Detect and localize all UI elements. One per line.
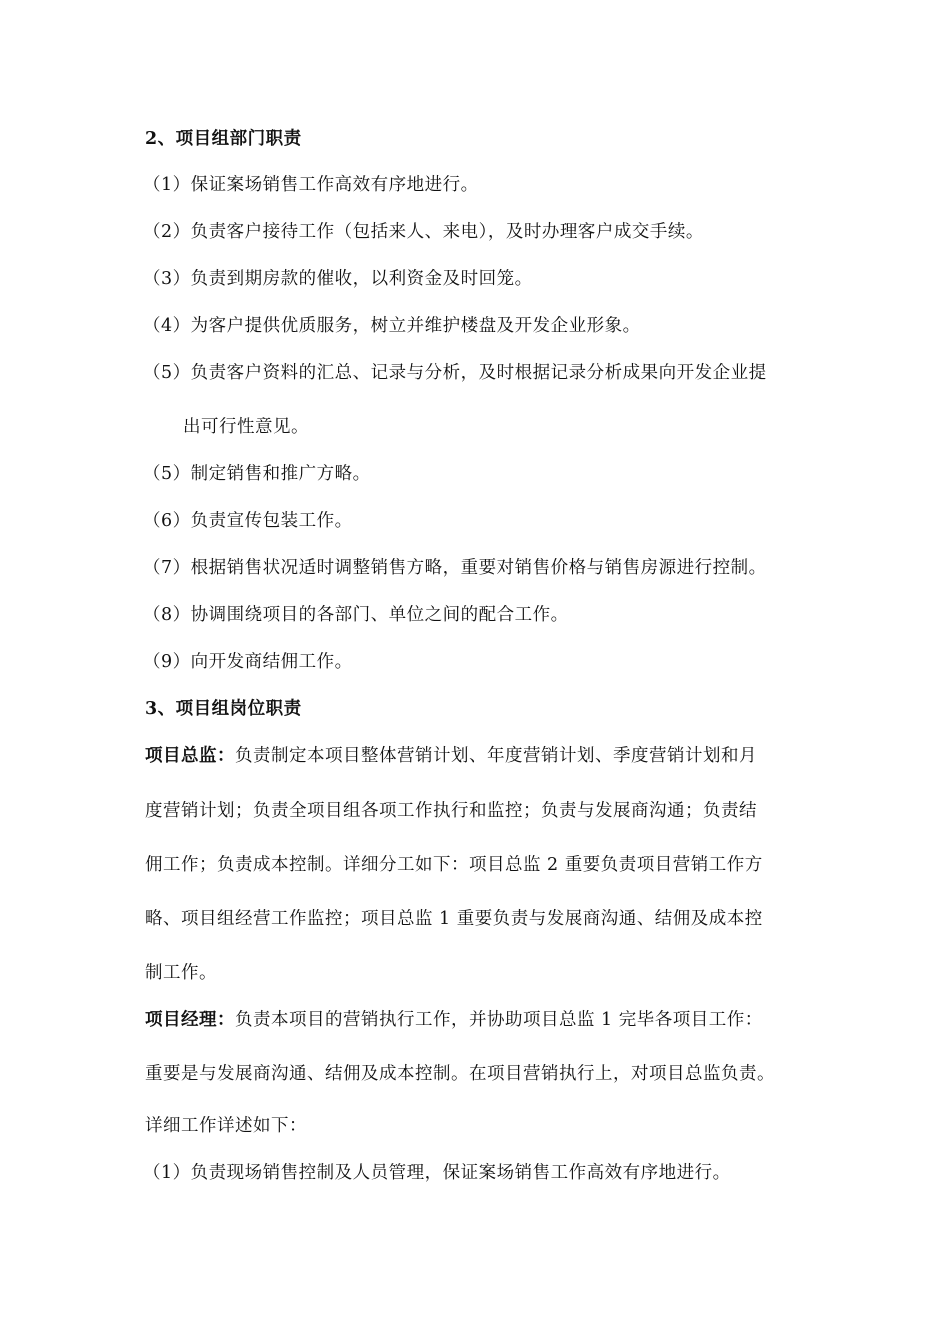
- section-2-item-6: （6）负责宣传包装工作。: [143, 511, 353, 531]
- director-line-3: 佣工作；负责成本控制。详细分工如下：项目总监 2 重要负责项目营销工作方: [145, 855, 763, 875]
- director-line-5: 制工作。: [145, 963, 217, 983]
- section-2-item-4: （4）为客户提供优质服务，树立并维护楼盘及开发企业形象。: [143, 316, 641, 336]
- manager-line-3: 详细工作详述如下：: [145, 1116, 307, 1136]
- section-2-item-5: （5）负责客户资料的汇总、记录与分析，及时根据记录分析成果向开发企业提: [143, 363, 767, 383]
- director-label: 项目总监：: [145, 746, 235, 766]
- section-2-heading: 2、项目组部门职责: [145, 129, 302, 149]
- section-2-item-5-continued: 出可行性意见。: [183, 417, 309, 437]
- manager-line-2: 重要是与发展商沟通、结佣及成本控制。在项目营销执行上，对项目总监负责。: [145, 1064, 775, 1084]
- director-line-1: [145, 744, 757, 768]
- section-2-item-2: （2）负责客户接待工作（包括来人、来电），及时办理客户成交手续。: [143, 222, 704, 242]
- section-2-item-9: （9）向开发商结佣工作。: [143, 652, 353, 672]
- director-line-4: 略、项目组经营工作监控；项目总监 1 重要负责与发展商沟通、结佣及成本控: [145, 909, 763, 929]
- director-text-1: 负责制定本项目整体营销计划、年度营销计划、季度营销计划和月: [235, 746, 757, 766]
- manager-text-1: 负责本项目的营销执行工作，并协助项目总监 1 完毕各项目工作：: [235, 1010, 763, 1030]
- director-line-2: 度营销计划；负责全项目组各项工作执行和监控；负责与发展商沟通；负责结: [145, 801, 757, 821]
- manager-line-1: [145, 1008, 763, 1032]
- section-2-item-1: （1）保证案场销售工作高效有序地进行。: [143, 175, 479, 195]
- section-2-item-8: （8）协调围绕项目的各部门、单位之间的配合工作。: [143, 605, 569, 625]
- section-3-heading: 3、项目组岗位职责: [145, 699, 302, 719]
- section-2-item-5b: （5）制定销售和推广方略。: [143, 464, 371, 484]
- manager-label: 项目经理：: [145, 1010, 235, 1030]
- section-2-item-7: （7）根据销售状况适时调整销售方略，重要对销售价格与销售房源进行控制。: [143, 558, 767, 578]
- manager-line-4: （1）负责现场销售控制及人员管理，保证案场销售工作高效有序地进行。: [143, 1163, 731, 1183]
- section-2-item-3: （3）负责到期房款的催收，以利资金及时回笼。: [143, 269, 533, 289]
